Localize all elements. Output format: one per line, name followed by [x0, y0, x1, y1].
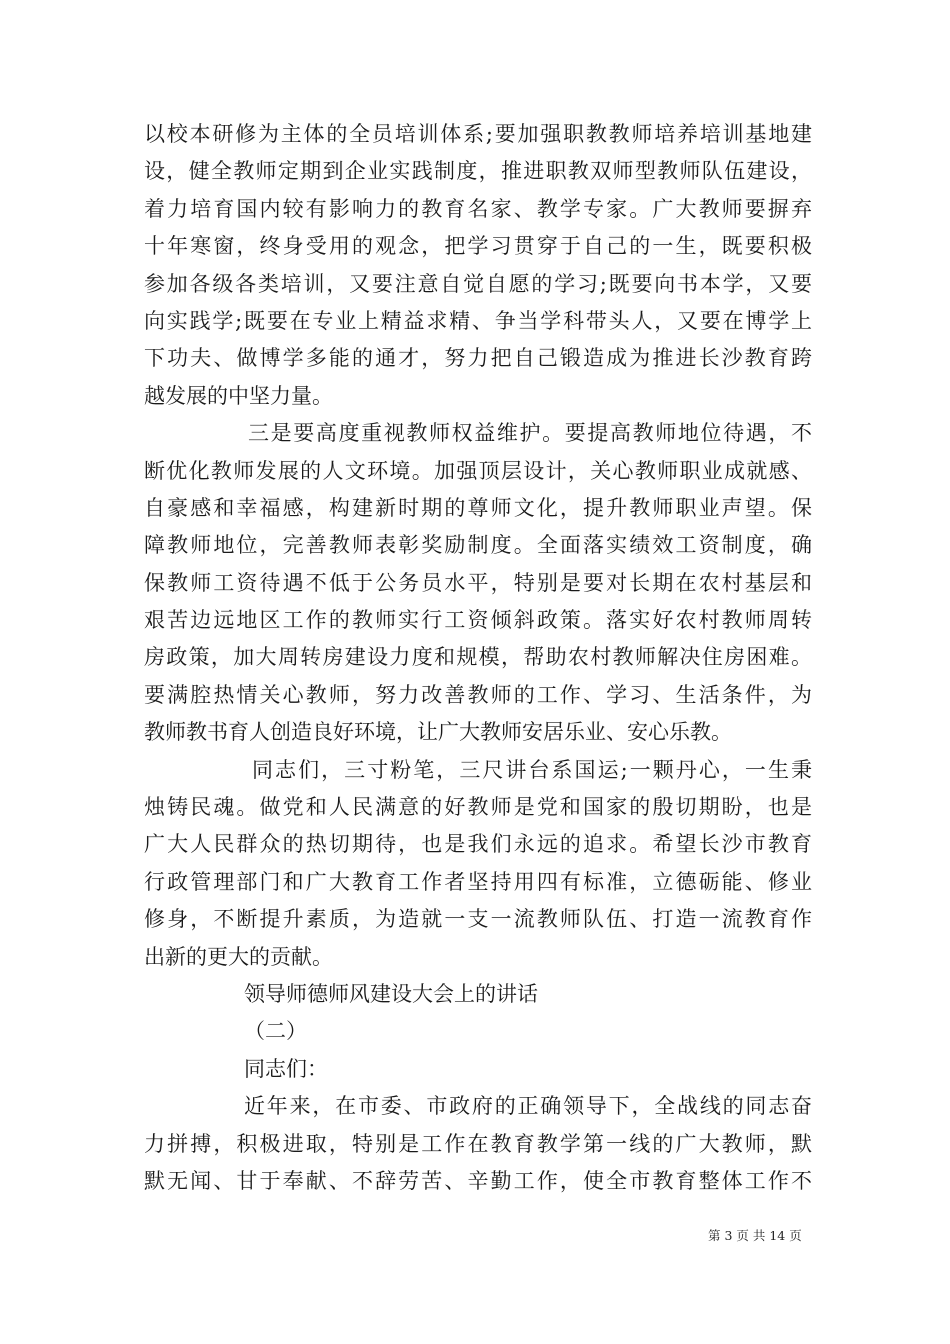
- text-line: 力拼搏，积极进取，特别是工作在教育教学第一线的广大教师，默: [144, 1131, 812, 1156]
- section-number: （二）: [244, 1019, 307, 1044]
- text-line: 广大人民群众的热切期待，也是我们永远的追求。希望长沙市教育: [144, 832, 812, 857]
- text-line: 参加各级各类培训，又要注意自觉自愿的学习;既要向书本学，又要: [144, 271, 812, 296]
- text-line: 保教师工资待遇不低于公务员水平，特别是要对长期在农村基层和: [144, 570, 812, 595]
- text-line: 下功夫、做博学多能的通才，努力把自己锻造成为推进长沙教育跨: [144, 346, 812, 371]
- text-line: 十年寒窗，终身受用的观念，把学习贯穿于自己的一生，既要积极: [144, 234, 812, 259]
- text-line: 行政管理部门和广大教育工作者坚持用四有标准，立德砺能、修业: [144, 869, 812, 894]
- salutation: 同志们：: [244, 1056, 328, 1081]
- text-line: 向实践学;既要在专业上精益求精、争当学科带头人，又要在博学上: [144, 308, 812, 333]
- text-line: 断优化教师发展的人文环境。加强顶层设计，关心教师职业成就感、: [144, 458, 812, 483]
- text-line: 自豪感和幸福感，构建新时期的尊师文化，提升教师职业声望。保: [144, 495, 812, 520]
- text-line: 修身，不断提升素质，为造就一支一流教师队伍、打造一流教育作: [144, 907, 812, 932]
- text-line: 越发展的中坚力量。: [144, 383, 333, 408]
- text-line: 以校本研修为主体的全员培训体系;要加强职教教师培养培训基地建: [144, 122, 812, 146]
- paragraph-start-line: 近年来，在市委、市政府的正确领导下，全战线的同志奋: [244, 1094, 812, 1119]
- text-line: 障教师地位，完善教师表彰奖励制度。全面落实绩效工资制度，确: [144, 533, 812, 558]
- text-line: 着力培育国内较有影响力的教育名家、教学专家。广大教师要摒弃: [144, 196, 812, 221]
- text-line: 烛铸民魂。做党和人民满意的好教师是党和国家的殷切期盼，也是: [144, 795, 812, 820]
- text-line: 出新的更大的贡献。: [144, 944, 333, 969]
- paragraph-start-line: 三是要高度重视教师权益维护。要提高教师地位待遇，不: [248, 421, 812, 446]
- page-number-footer: 第 3 页 共 14 页: [708, 1228, 802, 1243]
- text-line: 教师教书育人创造良好环境，让广大教师安居乐业、安心乐教。: [144, 720, 732, 745]
- section-title: 领导师德师风建设大会上的讲话: [244, 981, 538, 1006]
- text-line: 房政策，加大周转房建设力度和规模，帮助农村教师解决住房困难。: [144, 645, 812, 670]
- text-line: 设，健全教师定期到企业实践制度，推进职教双师型教师队伍建设，: [144, 159, 812, 184]
- document-body: [144, 116, 812, 1200]
- paragraph-start-line: 同志们，三寸粉笔，三尺讲台系国运;一颗丹心，一生秉: [252, 757, 812, 782]
- text-line: 艰苦边远地区工作的教师实行工资倾斜政策。落实好农村教师周转: [144, 608, 812, 633]
- text-line: 默无闻、甘于奉献、不辞劳苦、辛勤工作，使全市教育整体工作不: [144, 1168, 812, 1193]
- text-line: 要满腔热情关心教师，努力改善教师的工作、学习、生活条件，为: [144, 682, 812, 707]
